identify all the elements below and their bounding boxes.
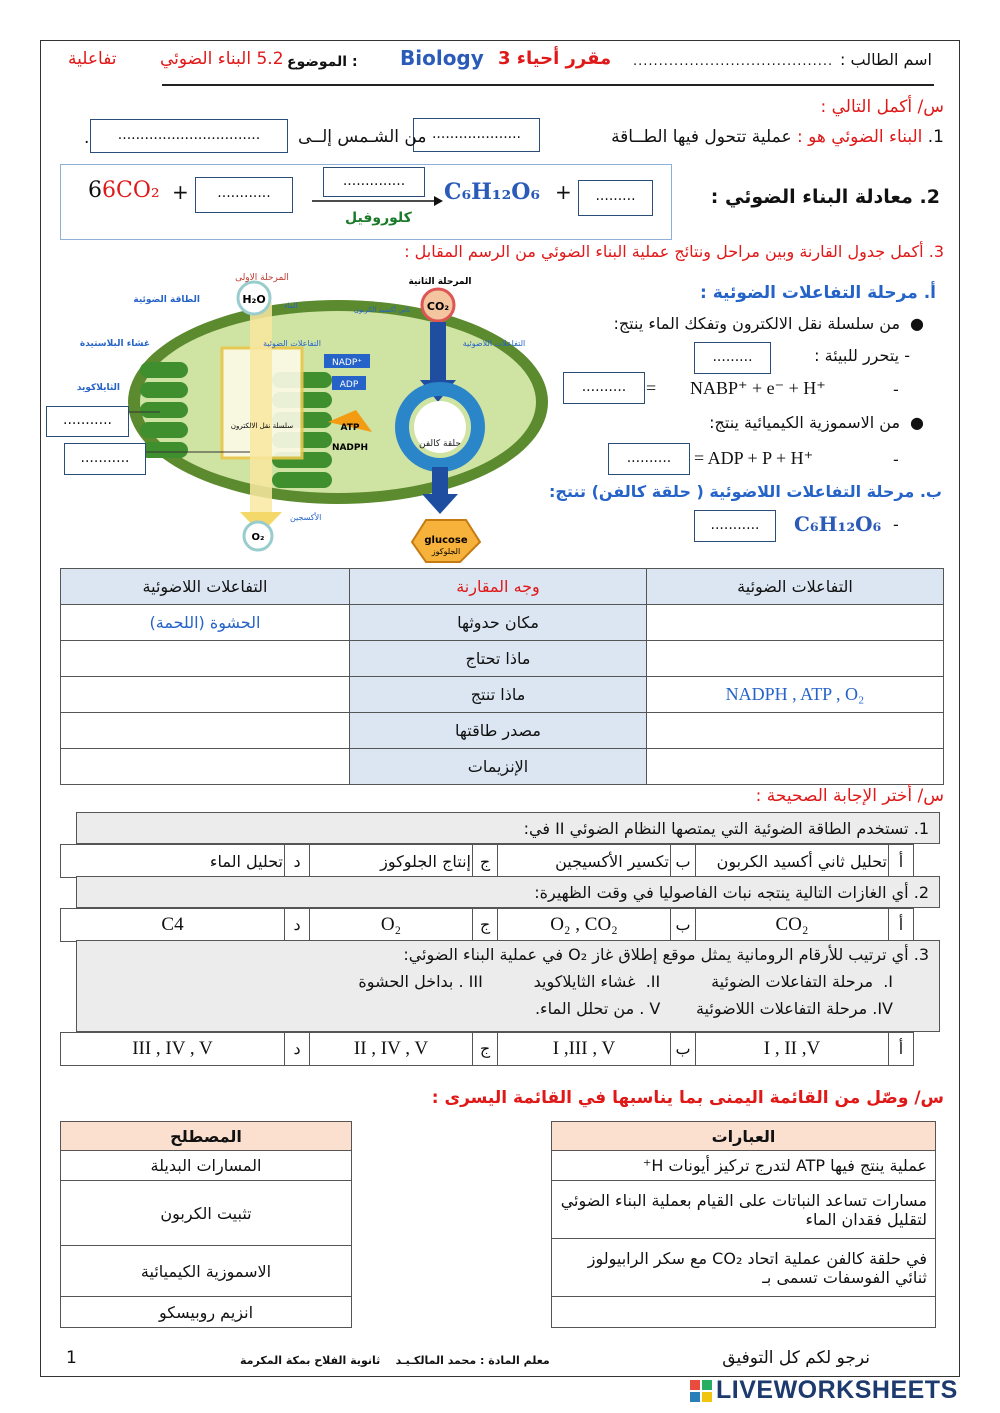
- glucose-arrowhead: [422, 494, 458, 514]
- light-energy-label: الطاقة الضوئية: [133, 295, 200, 305]
- released-label: يتحرر للبيئة :: [814, 346, 900, 365]
- table-row: [61, 641, 944, 677]
- stage2-label: المرحلة الثانية: [408, 277, 472, 287]
- eq3-blank[interactable]: ...........: [694, 510, 776, 542]
- mcq-q3-num: 3.: [913, 945, 929, 964]
- option[interactable]: I , II ,V: [696, 1033, 889, 1066]
- interactive-label: تفاعلية: [68, 49, 117, 69]
- statement-row[interactable]: مسارات تساعد النباتات على القيام بعملية البناء الضوئي لتقليل فقدان الماء: [552, 1181, 936, 1239]
- mcq-q3-line2: I. مرحلة التفاعلات الضوئية II. غشاء الثايلاكويد III . بداخل الحشوة: [358, 972, 893, 991]
- dark-cell[interactable]: الحشوة (اللحمة): [61, 605, 350, 641]
- statements-header: العبارات: [552, 1122, 936, 1151]
- q1-end-dot: .: [84, 128, 90, 148]
- course-en: Biology: [400, 46, 484, 70]
- term-row[interactable]: انزيم روبيسكو: [61, 1297, 352, 1328]
- option-letter: ج: [473, 909, 498, 942]
- table-row: [61, 605, 944, 641]
- light-bullet1-text: من سلسلة نقل الالكترون وتفكك الماء ينتج:: [613, 314, 901, 333]
- col-light-header: التفاعلات الضوئية: [647, 569, 944, 605]
- term-row[interactable]: تثبيت الكربون: [61, 1181, 352, 1246]
- teacher-info: معلم المادة : محمد المالكـيـد ثانوية الفلاح بمكة المكرمة: [240, 1354, 550, 1367]
- light-cell[interactable]: [647, 641, 944, 677]
- dark-cell[interactable]: [61, 641, 350, 677]
- aspect-cell: الإنزيمات: [350, 749, 647, 785]
- light-cell[interactable]: [647, 713, 944, 749]
- light-reactions-label: التفاعلات الضوئية: [263, 339, 321, 348]
- option[interactable]: تكسير الأكسيجين: [498, 845, 671, 878]
- mcq-q3-text: أي ترتيب للأرقام الرومانية يمثل موقع إطلاق غاز O₂ في عملية البناء الضوئي:: [403, 945, 909, 964]
- mcq-q3-options: [60, 1032, 914, 1066]
- eq-blank1[interactable]: ............: [195, 177, 293, 213]
- q1-item1-rest: عملية تتحول فيها الطــاقة: [611, 127, 792, 147]
- dark-stage-letter: ب.: [919, 482, 942, 501]
- mcq-q2-num: 2.: [913, 883, 929, 902]
- q1-item3-text: أكمل جدول القارنة وبين مراحل ونتائج عملية البناء الضوئي من الرسم المقابل :: [404, 242, 924, 261]
- option[interactable]: O₂ , CO₂: [498, 909, 671, 942]
- option-letter: ج: [473, 1033, 498, 1066]
- option[interactable]: C4: [61, 909, 285, 942]
- mcq-q3-line3: IV. مرحلة التفاعلات اللاضوئية V . من تحلل الماء.: [534, 999, 893, 1018]
- student-name-dots: .......................................: [633, 54, 834, 69]
- eq-glucose: C₆H₁₂O₆: [444, 179, 541, 205]
- eq-arrow-top-blank[interactable]: ..............: [323, 167, 425, 197]
- statement-row[interactable]: [552, 1297, 936, 1328]
- comparison-header-row: [61, 569, 944, 605]
- student-name-label: اسم الطالب :: [840, 50, 932, 69]
- nadph-label: NADPH: [331, 443, 369, 453]
- footer-wish: نرجو لكم كل التوفيق: [722, 1348, 870, 1368]
- mcq-q2-text: أي الغازات التالية ينتجه نبات الفاصوليا في وقت الظهيرة:: [534, 883, 909, 902]
- eq-6co2: 66CO₂: [88, 178, 160, 203]
- thylakoid-label: الثايلاكويد: [76, 383, 120, 393]
- q1-item2-num: 2.: [919, 186, 940, 208]
- dark-reactions-label: التفاعلات اللاضوئية: [462, 339, 526, 348]
- option-letter: أ: [889, 1033, 914, 1066]
- q1-blank-b[interactable]: ................................: [90, 119, 288, 153]
- light-stage-letter: أ.: [923, 283, 936, 303]
- eq-plus2: +: [555, 180, 572, 204]
- terms-table: [60, 1121, 352, 1328]
- option-letter: أ: [889, 845, 914, 878]
- eq3-product: C₆H₁₂O₆: [794, 512, 882, 536]
- aspect-cell: مصدر طاقتها: [350, 713, 647, 749]
- dark-stage-text: مرحلة التفاعلات اللاضوئية ( حلقة كالفن) تنتج:: [549, 482, 915, 501]
- light-bullet1: ●من سلسلة نقل الالكترون وتفكك الماء ينتج:: [613, 314, 924, 333]
- q1-item3-num: 3.: [928, 242, 944, 261]
- option[interactable]: إنتاج الجلوكوز: [310, 845, 473, 878]
- option[interactable]: II , IV , V: [310, 1033, 473, 1066]
- col-aspect-header: وجه المقارنة: [350, 569, 647, 605]
- comparison-table: [60, 568, 944, 785]
- option-letter: ب: [671, 1033, 696, 1066]
- mcq-q1-options: [60, 844, 914, 878]
- option[interactable]: تحليل الماء: [61, 845, 285, 878]
- adp-label: ADP: [339, 380, 359, 390]
- co2-arrow-shaft: [430, 322, 446, 382]
- stage1-label: المرحلة الاولى: [235, 273, 289, 283]
- topic-value: 5.2 البناء الضوئي: [160, 49, 284, 69]
- nadp-label: NADP⁺: [332, 358, 362, 368]
- light-bullet2: ●من الاسموزية الكيميائية ينتج:: [709, 413, 924, 432]
- glucose-arrow-shaft: [432, 467, 448, 497]
- light-cell[interactable]: [647, 605, 944, 641]
- released-blank[interactable]: .........: [694, 342, 771, 374]
- statements-table: [551, 1121, 936, 1328]
- eq-arrow: [310, 193, 444, 209]
- liveworksheets-brand[interactable]: LIVEWORKSHEETS: [716, 1376, 958, 1404]
- table-row: [61, 713, 944, 749]
- oxygen-label: الأكسجين: [290, 513, 322, 522]
- glucose-ar-label: الجلوكوز: [431, 547, 461, 556]
- light-stage-title: [700, 283, 936, 303]
- light-cell[interactable]: NADPH , ATP , O₂: [647, 677, 944, 713]
- eq-plus1: +: [172, 180, 189, 204]
- water-label: الماء: [284, 302, 298, 310]
- mcq-q1-num: 1.: [913, 819, 929, 838]
- q1-item1-num: 1.: [927, 127, 944, 147]
- mcq-q1: [76, 812, 940, 844]
- col-dark-header: التفاعلات اللاضوئية: [61, 569, 350, 605]
- table-row: [61, 749, 944, 785]
- terms-header: المصطلح: [61, 1122, 352, 1151]
- option[interactable]: O₂: [310, 909, 473, 942]
- o2-label: O₂: [251, 532, 265, 543]
- q1-blank-a[interactable]: ....................: [413, 118, 540, 152]
- eq2-reactants: = ADP + P + H⁺: [694, 448, 814, 468]
- q1-title: س/ أكمل التالي :: [820, 97, 944, 117]
- option[interactable]: I ,III , V: [498, 1033, 671, 1066]
- mcq-q2: [76, 876, 940, 908]
- option-letter: د: [285, 1033, 310, 1066]
- diagram-blank-1[interactable]: ...........: [46, 406, 129, 437]
- option-letter: د: [285, 845, 310, 878]
- q1-item3: [404, 242, 944, 261]
- option[interactable]: III , IV , V: [61, 1033, 285, 1066]
- aspect-cell: ماذا تنتج: [350, 677, 647, 713]
- eq-blank2[interactable]: .........: [578, 180, 653, 216]
- light-stage-text: مرحلة التفاعلات الضوئية :: [700, 283, 918, 303]
- atp-label: ATP: [340, 423, 360, 433]
- eq-chlorophyll: كلوروفيل: [345, 210, 412, 226]
- glucose-label: glucose: [424, 535, 468, 546]
- term-row[interactable]: الاسموزية الكيميائية: [61, 1246, 352, 1297]
- mcq-title: س/ أختر الإجابة الصحيحة :: [755, 786, 944, 806]
- matching-title: س/ وصّل من القائمة اليمنى بما يناسبها في القائمة اليسرى :: [431, 1088, 944, 1108]
- dark-stage-title: [549, 482, 942, 501]
- membrane-label: غشاء البلاستيدة: [79, 339, 150, 349]
- mcq-q3: [76, 940, 940, 1032]
- diagram-blank-2[interactable]: ...........: [64, 443, 146, 475]
- term-row[interactable]: المسارات البديلة: [61, 1151, 352, 1181]
- co2-label: CO₂: [426, 300, 450, 313]
- mcq-q2-options: [60, 908, 914, 942]
- option-letter: أ: [889, 909, 914, 942]
- option-letter: ب: [671, 909, 696, 942]
- light-bullet2-text: من الاسموزية الكيميائية ينتج:: [709, 413, 901, 432]
- eq1-dash: -: [893, 380, 899, 399]
- option-letter: د: [285, 909, 310, 942]
- dark-cell[interactable]: [61, 749, 350, 785]
- course-label: مقرر أحياء 3: [498, 48, 612, 69]
- light-cell[interactable]: [647, 749, 944, 785]
- eq2-dash: -: [893, 450, 899, 469]
- dark-cell[interactable]: [61, 677, 350, 713]
- option-letter: ج: [473, 845, 498, 878]
- eq2-blank[interactable]: ..........: [608, 443, 690, 475]
- h2o-label: H₂O: [242, 293, 266, 306]
- q1-item1-from: من الشـمس إلــى: [298, 127, 427, 147]
- aspect-cell: ماذا تحتاج: [350, 641, 647, 677]
- q1-item1: [611, 127, 944, 147]
- header-divider: [162, 84, 934, 86]
- liveworksheets-logo-icon: [690, 1380, 712, 1402]
- eq1-reactants: NABP⁺ + e⁻ + H⁺: [690, 378, 826, 398]
- q1-item2-text: معادلة البناء الضوئي :: [710, 186, 913, 208]
- aspect-cell: مكان حدوثها: [350, 605, 647, 641]
- q1-item2: [711, 186, 940, 208]
- eq3-dash: -: [893, 515, 899, 534]
- option[interactable]: تحليل ثاني أكسيد الكربون: [696, 845, 889, 878]
- etc-label: سلسلة نقل الالكترون: [230, 422, 294, 430]
- option-letter: ب: [671, 845, 696, 878]
- calvin-label: حلقة كالفن: [419, 439, 461, 449]
- option[interactable]: CO₂: [696, 909, 889, 942]
- statement-row[interactable]: عملية ينتج فيها ATP لتدرج تركيز أيونات H⁺: [552, 1151, 936, 1181]
- thylakoid-stack-left: [140, 362, 188, 458]
- page-number: 1: [66, 1348, 77, 1368]
- statement-row[interactable]: في حلقة كالفن عملية اتحاد CO₂ مع سكر الرابيولوز ثنائي الفوسفات تسمى بـ: [552, 1239, 936, 1297]
- table-row: [61, 677, 944, 713]
- mcq-q1-text: تستخدم الطاقة الضوئية التي يمتصها النظام الضوئي II في:: [523, 819, 909, 838]
- eq1-blank[interactable]: ..........: [563, 372, 645, 404]
- light-beam: [250, 302, 272, 512]
- eq1-eq-sign: =: [646, 378, 657, 398]
- topic-label: الموضوع :: [287, 54, 358, 70]
- q1-item1-title: البناء الضوئي هو :: [797, 127, 923, 147]
- released-row: - يتحرر للبيئة :: [814, 346, 910, 365]
- dark-cell[interactable]: [61, 713, 350, 749]
- co2-ar-label: ثاني أكسيد الكربون: [353, 306, 410, 314]
